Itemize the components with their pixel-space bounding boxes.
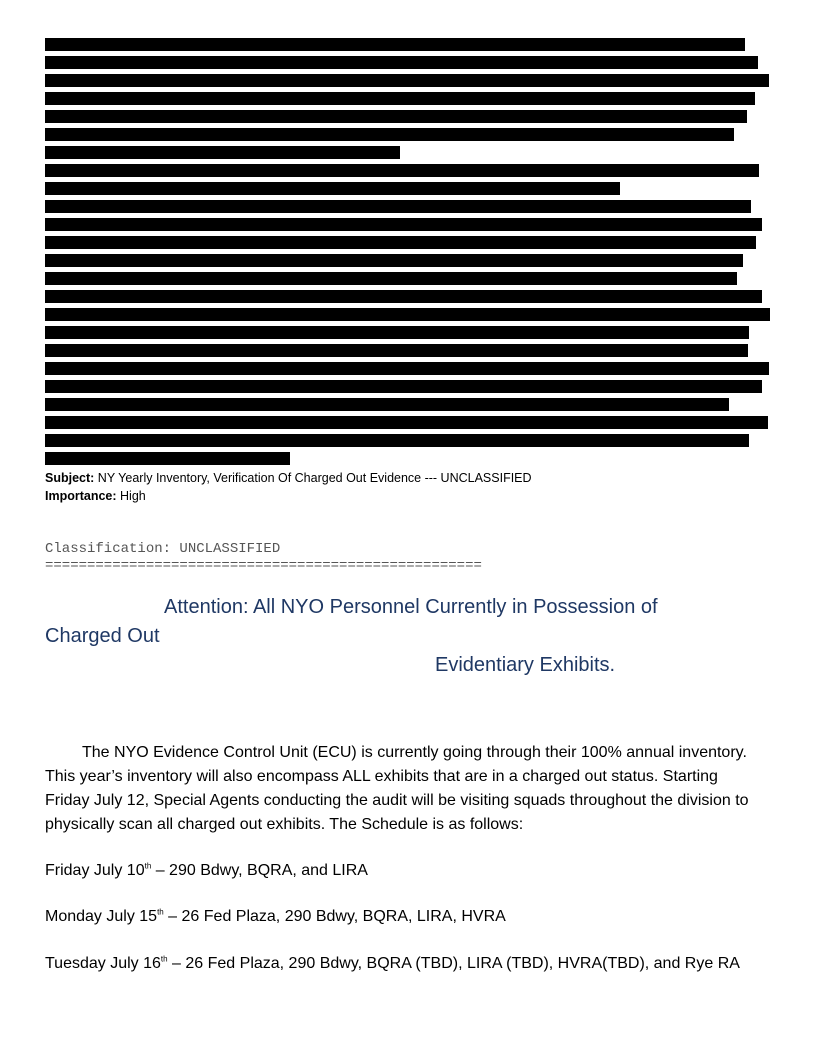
redaction-bar — [45, 146, 400, 159]
redaction-bar — [45, 182, 620, 195]
redaction-bar — [45, 164, 759, 177]
subject-label: Subject: — [45, 471, 95, 485]
redaction-bar — [45, 200, 751, 213]
schedule-locations: – 290 Bdwy, BQRA, and LIRA — [151, 862, 368, 879]
importance-label: Importance: — [45, 489, 117, 503]
redaction-bar — [45, 416, 768, 429]
redaction-bar — [45, 308, 770, 321]
redaction-bar — [45, 56, 758, 69]
schedule-day: Monday July 15 — [45, 908, 158, 925]
redaction-bar — [45, 128, 734, 141]
subject-value: NY Yearly Inventory, Verification Of Charged Out Evidence --- UNCLASSIFIED — [97, 471, 532, 485]
redaction-bar — [45, 362, 769, 375]
redaction-bar — [45, 74, 769, 87]
schedule-item — [45, 859, 368, 883]
schedule-item — [45, 905, 506, 929]
ordinal-suffix: th — [144, 861, 152, 871]
importance-value: High — [120, 489, 146, 503]
ordinal-suffix: th — [160, 954, 168, 964]
email-metadata — [45, 469, 532, 505]
schedule-day: Tuesday July 16 — [45, 955, 161, 972]
ordinal-suffix: th — [157, 907, 164, 917]
redaction-bar — [45, 218, 762, 231]
redaction-bar — [45, 110, 747, 123]
schedule-locations: – 26 Fed Plaza, 290 Bdwy, BQRA (TBD), LIRA (TBD), HVRA(TBD), and Rye RA — [167, 955, 740, 972]
classification-line: Classification: UNCLASSIFIED — [45, 541, 281, 557]
redaction-bar — [45, 434, 749, 447]
redaction-bar — [45, 92, 755, 105]
redaction-bar — [45, 326, 749, 339]
attention-heading: Attention: All NYO Personnel Currently in Possession of Charged Out — [45, 596, 658, 647]
schedule-day: Friday July 10 — [45, 862, 145, 879]
subject-line — [45, 469, 532, 487]
schedule-item — [45, 952, 740, 976]
redaction-bar — [45, 344, 748, 357]
redaction-bar — [45, 254, 743, 267]
classification-rule: ==================================================== — [45, 558, 482, 574]
attention-heading-continued: Evidentiary Exhibits. — [435, 654, 616, 676]
redaction-bar — [45, 38, 745, 51]
body-paragraph: The NYO Evidence Control Unit (ECU) is currently going through their 100% annual inventory. This year’s inventory will also encompass ALL exhibits that are in a charged out status. Starting Friday July 12, Special Agents conducting the audit will be visiting squads throughout the division to physically scan all charged out exhibits. The Schedule is as follows: — [45, 744, 749, 833]
redaction-bar — [45, 236, 756, 249]
importance-line — [45, 487, 532, 505]
schedule-locations: – 26 Fed Plaza, 290 Bdwy, BQRA, LIRA, HVRA — [163, 908, 506, 925]
redaction-bar — [45, 452, 290, 465]
redaction-bar — [45, 398, 729, 411]
redaction-bar — [45, 272, 737, 285]
redaction-bar — [45, 380, 762, 393]
redaction-bar — [45, 290, 762, 303]
